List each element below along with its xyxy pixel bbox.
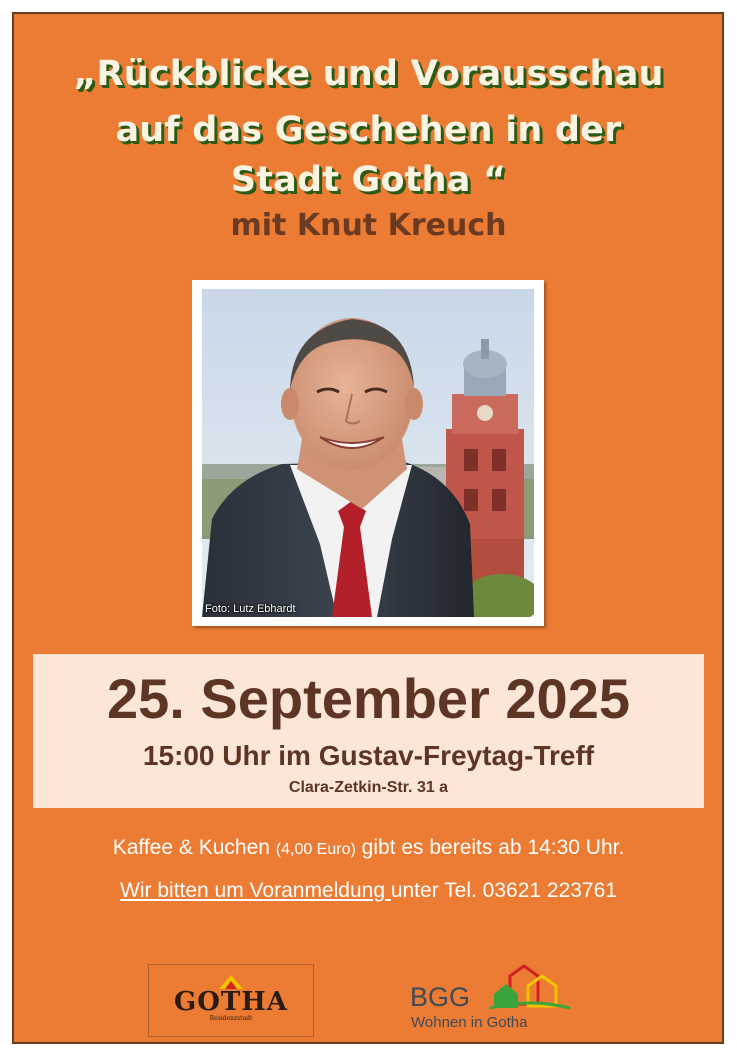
registration-info [0, 879, 737, 903]
title-line-1: „Rückblicke und Vorausschau [73, 54, 664, 94]
photo-credit: Foto: Lutz Ebhardt [205, 603, 296, 615]
event-date-box [33, 654, 704, 808]
bgg-logo [410, 964, 570, 1034]
event-date: 25. September 2025 [107, 667, 630, 730]
houses-icon [490, 964, 570, 1016]
event-address: Clara-Zetkin-Str. 31 a [288, 779, 449, 796]
portrait-photo-frame [192, 280, 544, 626]
coffee-prefix: Kaffee & Kuchen [112, 836, 276, 859]
event-time-place: 15:00 Uhr im Gustav-Freytag-Treff [142, 740, 595, 771]
gotha-logo-name: GOTHA [174, 987, 288, 1017]
coffee-info [0, 836, 737, 860]
coffee-suffix: gibt es bereits ab 14:30 Uhr. [355, 836, 625, 859]
portrait-illustration [202, 289, 534, 617]
title-line-3: Stadt Gotha “ [230, 160, 507, 200]
coffee-price: (4,00 Euro) [275, 841, 356, 858]
gotha-logo-tagline: Residenzstadt [209, 1015, 253, 1022]
registration-phone: unter Tel. 03621 223761 [390, 879, 617, 902]
gotha-logo [148, 964, 314, 1037]
subtitle: mit Knut Kreuch [230, 208, 507, 243]
portrait-photo [202, 289, 534, 617]
title-line-2: auf das Geschehen in der [115, 110, 622, 150]
bgg-logo-name: BGG [410, 982, 471, 1012]
bgg-logo-tagline: Wohnen in Gotha [411, 1014, 528, 1031]
registration-link[interactable]: Wir bitten um Voranmeldung [120, 879, 391, 902]
